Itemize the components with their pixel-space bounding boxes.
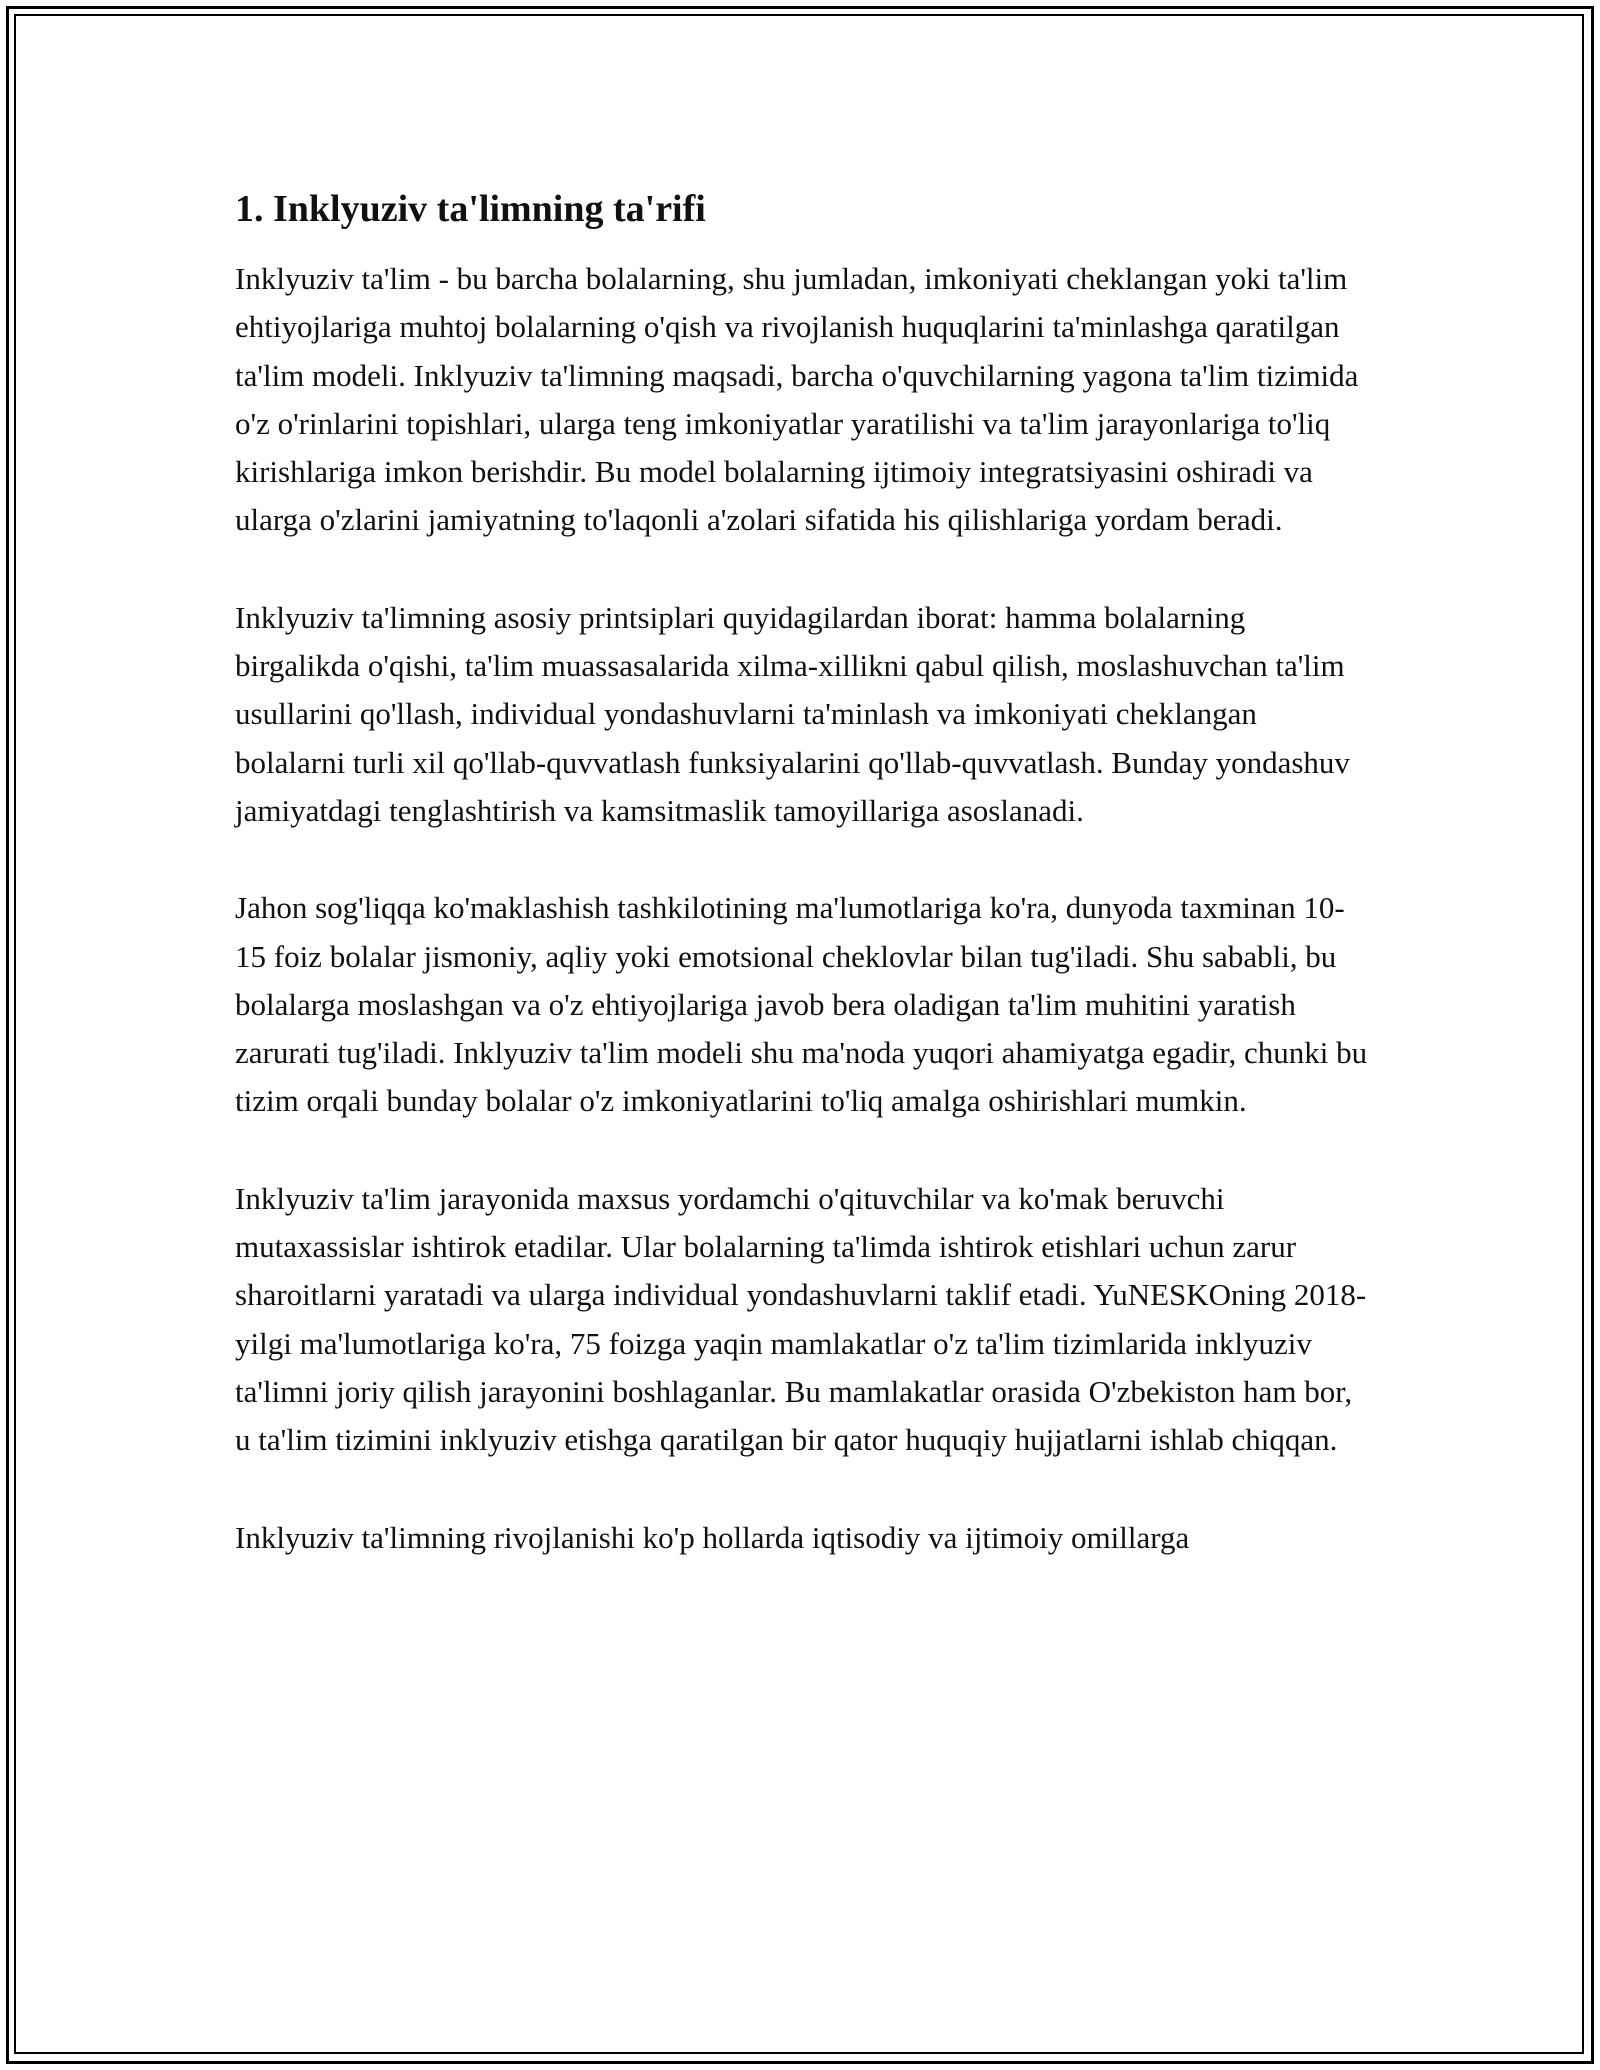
paragraph-definition: Inklyuziv ta'lim - bu barcha bolalarning, shu jumladan, imkoniyati cheklangan yoki ta'lim ehtiyojlariga muhtoj bolalarning o'qish va rivojlanish huquqlarini ta'minlashga qaratilgan ta'lim modeli. Inklyuziv ta'limning maqsadi, barcha o'quvchilarning yagona ta'lim tizimida o'z o'rinlarini topishlari, ularga teng imkoniyatlar yaratilishi va ta'lim jarayonlariga to'liq kirishlariga imkon berishdir. Bu model bolalarning ijtimoiy integratsiyasini oshiradi va ularga o'zlarini jamiyatning to'laqonli a'zolari sifatida his qilishlariga yordam beradi. [235, 261, 1359, 538]
paragraph-development: Inklyuziv ta'limning rivojlanishi ko'p hollarda iqtisodiy va ijtimoiy omillarga [235, 1519, 1190, 1555]
paragraph-statistics: Jahon sog'liqqa ko'maklashish tashkilotining ma'lumotlariga ko'ra, dunyoda taxminan 10-15 foiz bolalar jismoniy, aqliy yoki emotsional cheklovlar bilan tug'iladi. Shu sababli, bu bolalarga moslashgan va o'z ehtiyojlariga javob bera oladigan ta'lim muhitini yaratish zarurati tug'iladi. Inklyuziv ta'lim modeli shu ma'noda yuqori ahamiyatga egadir, chunki bu tizim orqali bunday bolalar o'z imkoniyatlarini to'liq amalga oshirishlari mumkin. [235, 890, 1368, 1119]
paragraph-specialists: Inklyuziv ta'lim jarayonida maxsus yordamchi o'qituvchilar va ko'mak beruvchi mutaxassislar ishtirok etadilar. Ular bolalarning ta'limda ishtirok etishlari uchun zarur sharoitlarni yaratadi va ularga individual yondashuvlarni taklif etadi. YuNESKOning 2018-yilgi ma'lumotlariga ko'ra, 75 foizga yaqin mamlakatlar o'z ta'lim tizimlarida inklyuziv ta'limni joriy qilish jarayonini boshlaganlar. Bu mamlakatlar orasida O'zbekiston ham bor, u ta'lim tizimini inklyuziv etishga qaratilgan bir qator huquqiy hujjatlarni ishlab chiqqan. [235, 1180, 1367, 1458]
section-heading: 1. Inklyuziv ta'limning ta'rifi [235, 188, 706, 230]
paragraph-principles: Inklyuziv ta'limning asosiy printsiplari quyidagilardan iborat: hamma bolalarning birgalikda o'qishi, ta'lim muassasalarida xilma-xillikni qabul qilish, moslashuvchan ta'lim usullarini qo'llash, individual yondashuvlarni ta'minlash va imkoniyati cheklangan bolalarni turli xil qo'llab-quvvatlash funksiyalarini qo'llab-quvvatlash. Bunday yondashuv jamiyatdagi tenglashtirish va kamsitmaslik tamoyillariga asoslanadi. [235, 599, 1350, 828]
document-body [235, 185, 1370, 1611]
